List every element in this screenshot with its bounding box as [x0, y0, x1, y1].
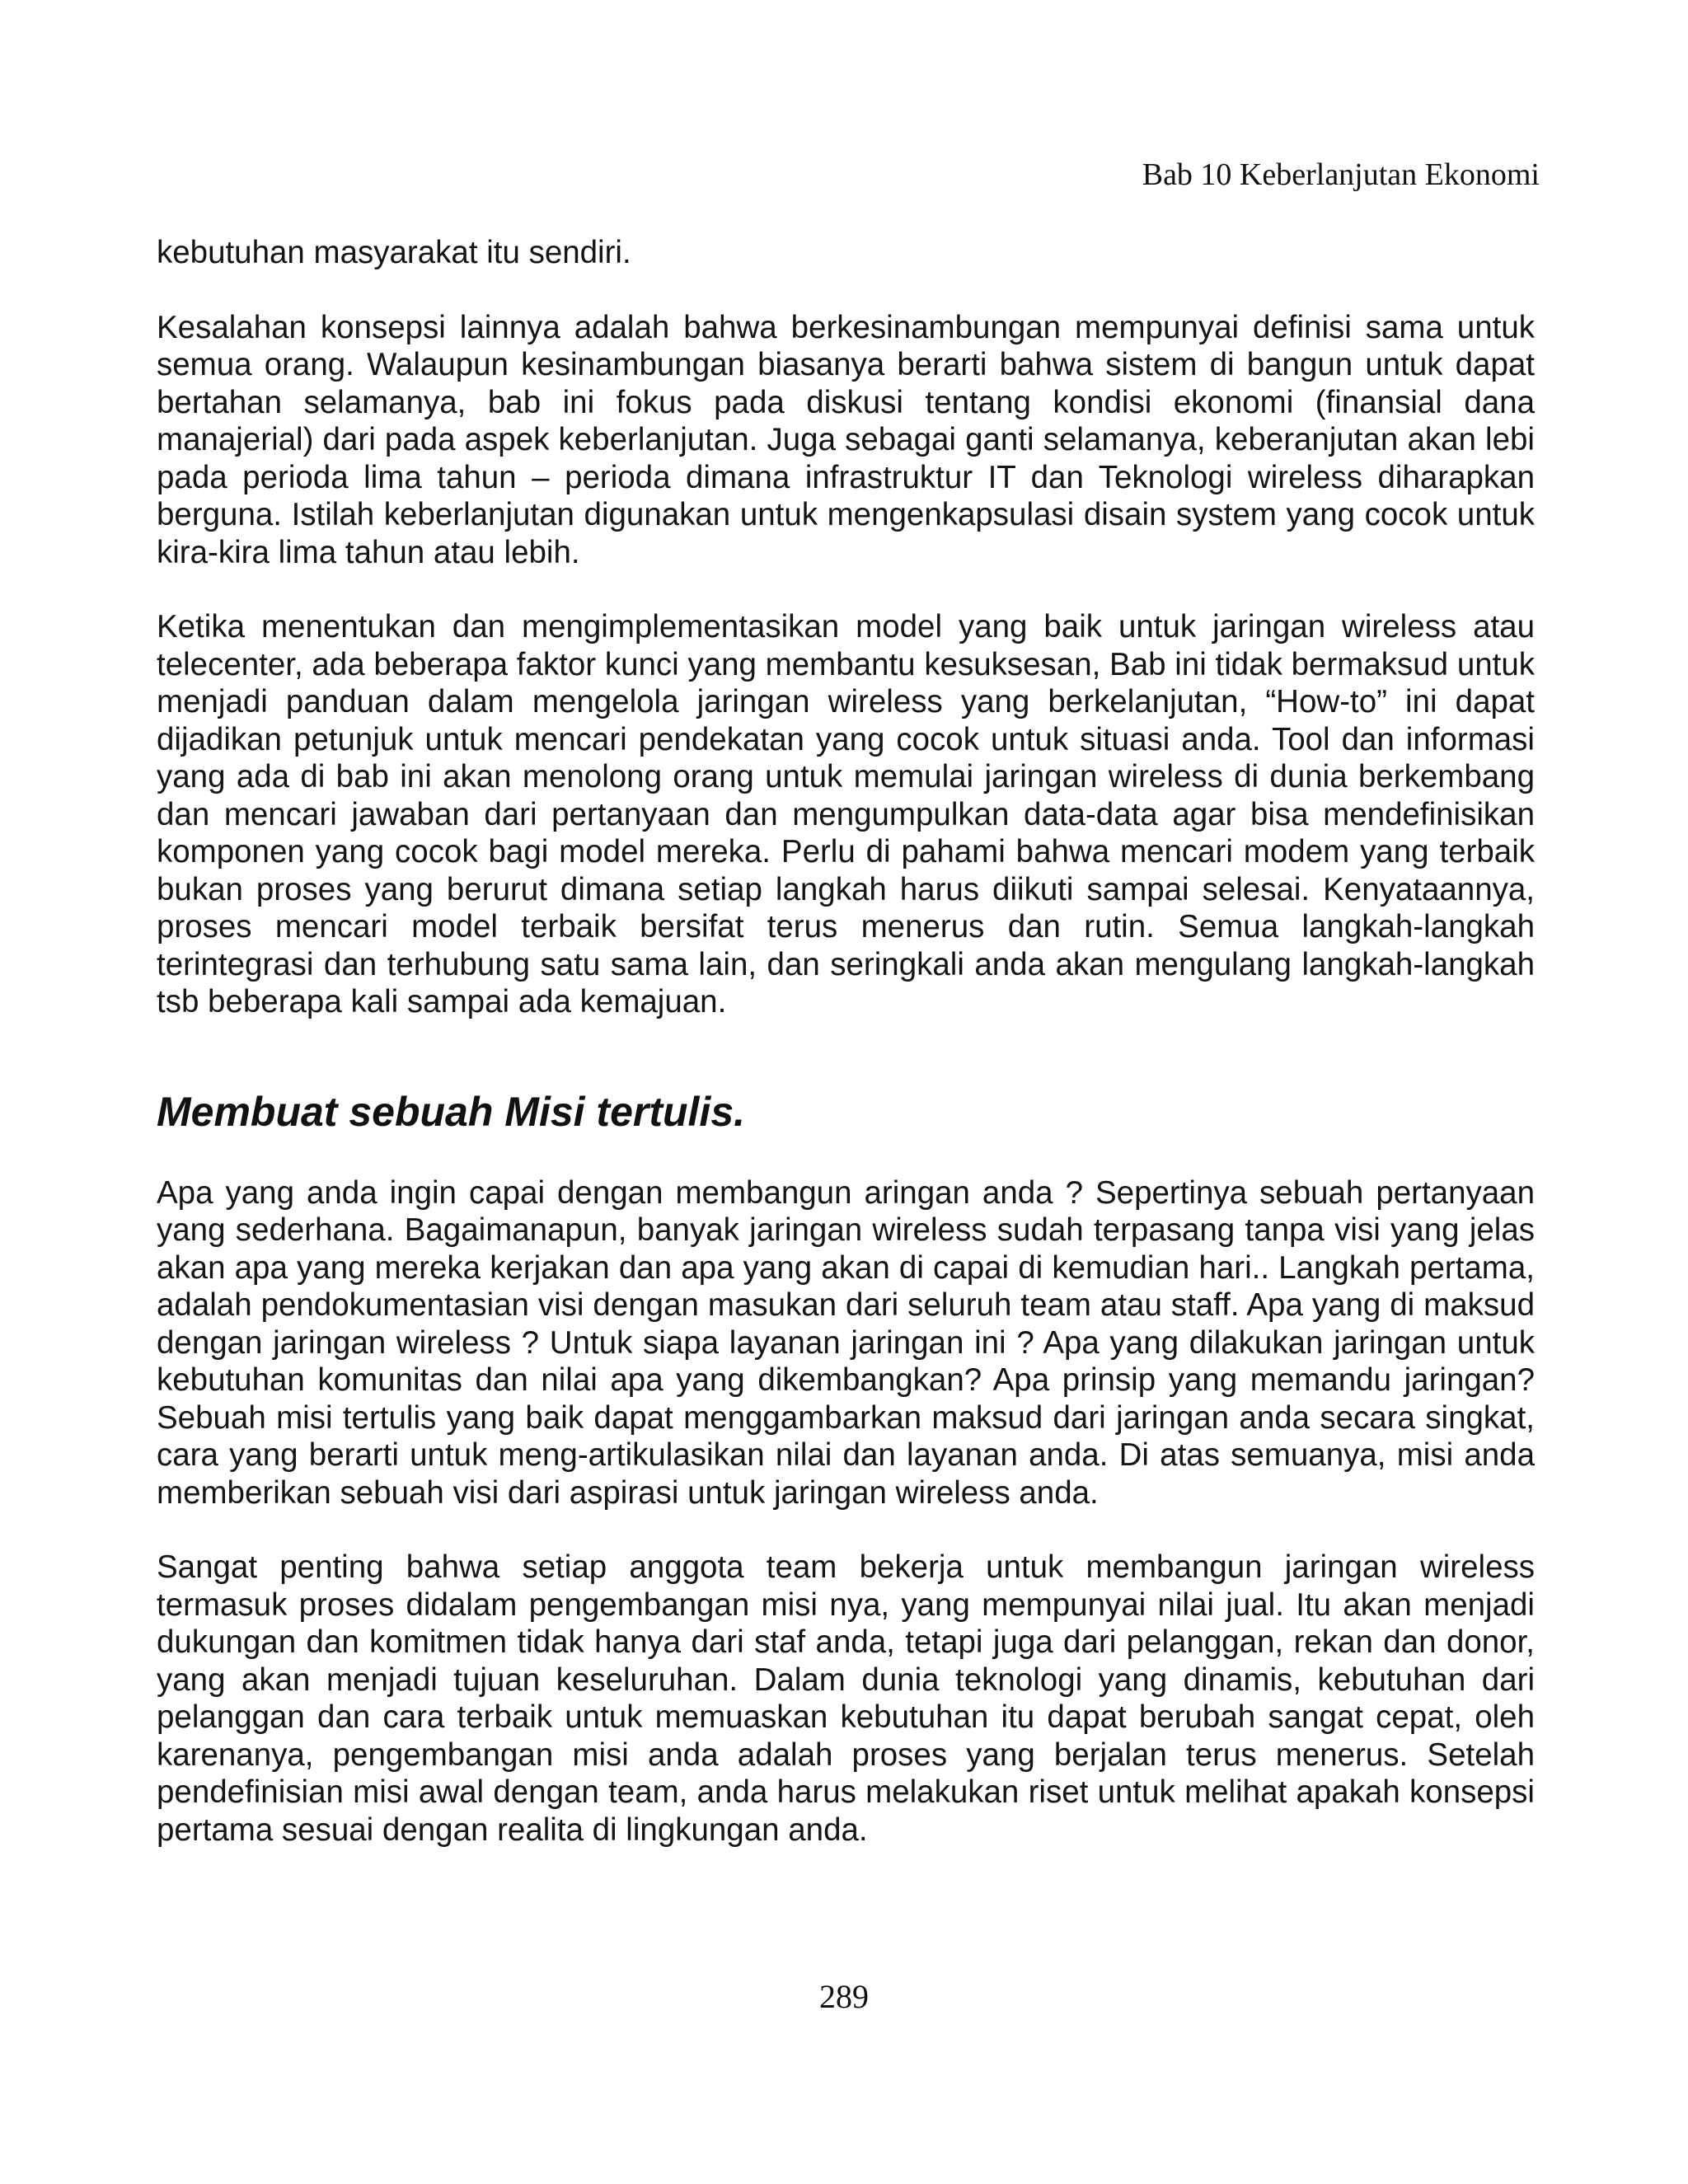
paragraph-continuation: kebutuhan masyarakat itu sendiri. — [157, 235, 631, 270]
paragraph-misconception: Kesalahan konsepsi lainnya adalah bahwa berkesinambungan mempunyai definisi sama untuk semua orang. Walaupun kesinambungan biasanya berarti bahwa sistem di bangun untuk dapat bertahan selamanya, bab ini fokus pada diskusi tentang kondisi ekonomi (finansial dana manajerial) dari pada aspek keberlanjutan. Juga sebagai ganti selamanya, keberanjutan akan lebi pada perioda lima tahun – perioda dimana infrastruktur IT dan Teknologi wireless diharapkan berguna. Istilah keberlanjutan digunakan untuk mengenkapsulasi disain system yang cocok untuk kira-kira lima tahun atau lebih. — [157, 309, 1535, 570]
paragraph-team-involvement: Sangat penting bahwa setiap anggota team bekerja untuk membangun jaringan wireless termasuk proses didalam pengembangan misi nya, yang mempunyai nilai jual. Itu akan menjadi dukungan dan komitmen tidak hanya dari staf anda, tetapi juga dari pelanggan, rekan dan donor, yang akan menjadi tujuan keseluruhan. Dalam dunia teknologi yang dinamis, kebutuhan dari pelanggan dan cara terbaik untuk memuaskan kebutuhan itu dapat berubah sangat cepat, oleh karenanya, pengembangan misi anda adalah proses yang berjalan terus menerus. Setelah pendefinisian misi awal dengan team, anda harus melakukan riset untuk melihat apakah konsepsi pertama sesuai dengan realita di lingkungan anda. — [157, 1549, 1535, 1848]
paragraph-implementation: Ketika menentukan dan mengimplementasikan model yang baik untuk jaringan wireless atau telecenter, ada beberapa faktor kunci yang membantu kesuksesan, Bab ini tidak bermaksud untuk menjadi panduan dalam mengelola jaringan wireless yang berkelanjutan, “How-to” ini dapat dijadikan petunjuk untuk mencari pendekatan yang cocok untuk situasi anda. Tool dan informasi yang ada di bab ini akan menolong orang untuk memulai jaringan wireless di dunia berkembang dan mencari jawaban dari pertanyaan dan mengumpulkan data-data agar bisa mendefinisikan komponen yang cocok bagi model mereka. Perlu di pahami bahwa mencari modem yang terbaik bukan proses yang berurut dimana setiap langkah harus diikuti sampai selesai. Kenyataannya, proses mencari model terbaik bersifat terus menerus dan rutin. Semua langkah-langkah terintegrasi dan terhubung satu sama lain, dan seringkali anda akan mengulang langkah-langkah tsb beberapa kali sampai ada kemajuan. — [157, 609, 1535, 1019]
running-header: Bab 10 Keberlanjutan Ekonomi — [1142, 157, 1540, 192]
section-heading: Membuat sebuah Misi tertulis. — [157, 1088, 746, 1135]
page-content — [157, 234, 1535, 1886]
page-number: 289 — [819, 1978, 869, 2015]
paragraph-mission-questions: Apa yang anda ingin capai dengan membangun aringan anda ? Sepertinya sebuah pertanyaan yang sederhana. Bagaimanapun, banyak jaringan wireless sudah terpasang tanpa visi yang jelas akan apa yang mereka kerjakan dan apa yang akan di capai di kemudian hari.. Langkah pertama, adalah pendokumentasian visi dengan masukan dari seluruh team atau staff. Apa yang di maksud dengan jaringan wireless ? Untuk siapa layanan jaringan ini ? Apa yang dilakukan jaringan untuk kebutuhan komunitas dan nilai apa yang dikembangkan? Apa prinsip yang memandu jaringan? Sebuah misi tertulis yang baik dapat menggambarkan maksud dari jaringan anda secara singkat, cara yang berarti untuk meng-artikulasikan nilai dan layanan anda. Di atas semuanya, misi anda memberikan sebuah visi dari aspirasi untuk jaringan wireless anda. — [157, 1174, 1535, 1511]
